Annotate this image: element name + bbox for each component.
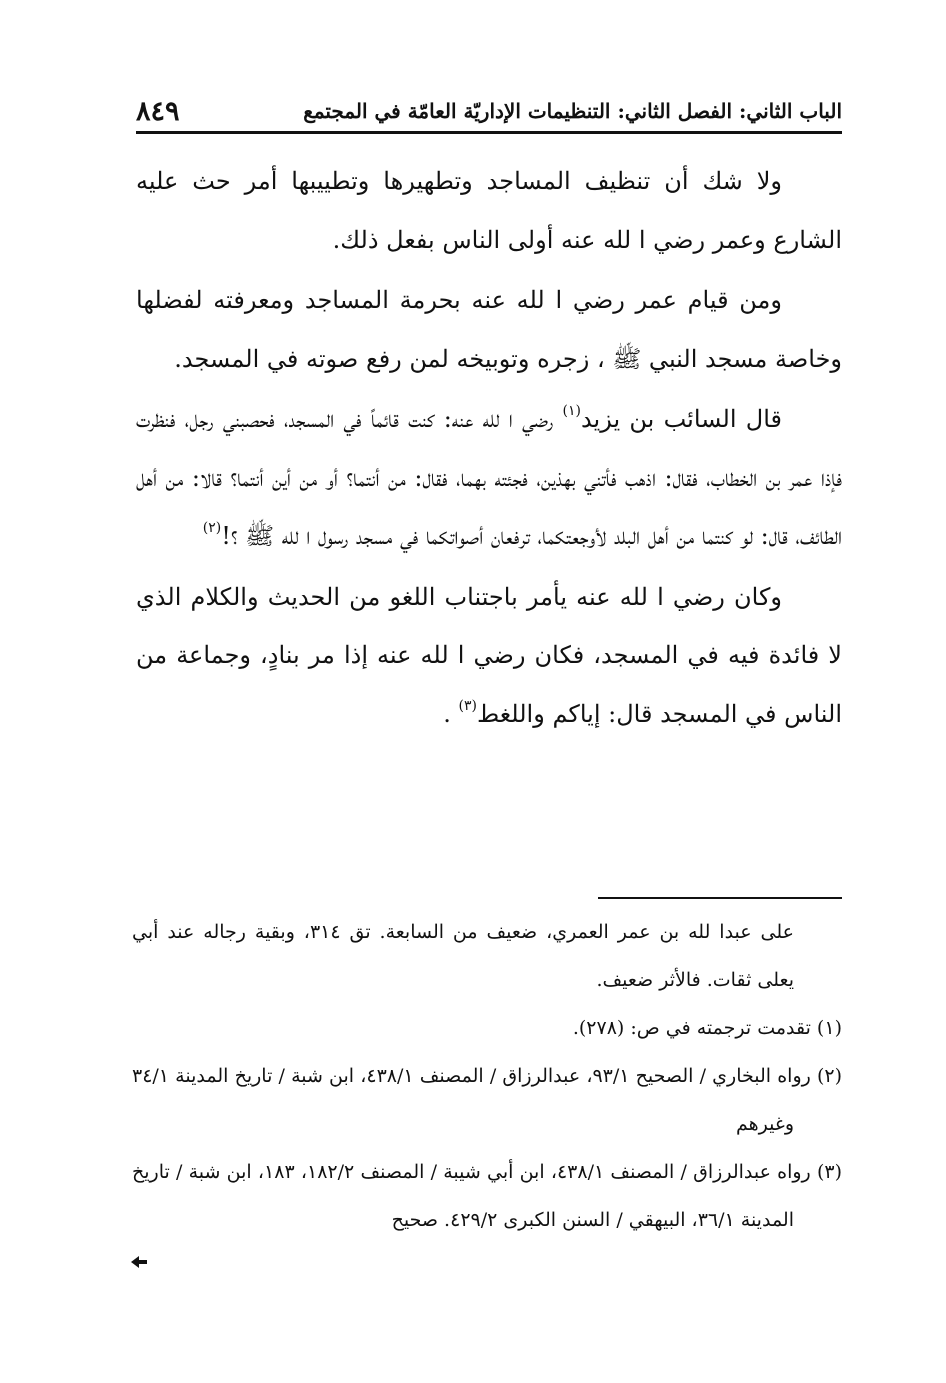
paragraph: ومن قيام عمر رضي ا لله عنه بحرمة المساجد ومعرفته لفضلها وخاصة مسجد النبي ﷺ ، زجره وتوبيخه لمن رفع صوته في المسجد. (136, 286, 842, 373)
paragraph-text: قال السائب بن يزيد (580, 405, 782, 433)
page-number: ٨٤٩ (136, 95, 180, 127)
footnote-1: (١) تقدمت ترجمته في ص: (٢٧٨). (572, 1017, 842, 1039)
paragraph (136, 568, 842, 744)
footnote-2: (٢) رواه البخاري / الصحيح ٩٣/١، عبدالرزاق / المصنف ٤٣٨/١، ابن شبة / تاريخ المدينة ٣٤/١ وغيرهم (132, 1065, 842, 1135)
paragraph: ولا شك أن تنظيف المساجد وتطهيرها وتطييبها أمر حث عليه الشارع وعمر رضي ا لله عنه أولى الناس بفعل ذلك. (136, 167, 842, 254)
footnote-separator (598, 897, 842, 899)
footnote-3: (٣) رواه عبدالرزاق / المصنف ٤٣٨/١، ابن أبي شيبة / المصنف ١٨٢/٢، ١٨٣، ابن شبة / تاريخ المدينة ٣٦/١، البيهقي / السنن الكبرى ٤٢٩/٢. صحيح (132, 1161, 842, 1231)
paragraph-text: . (443, 699, 459, 728)
running-title: الباب الثاني: الفصل الثاني: التنظيمات الإداريّة العامّة في المجتمع (303, 99, 842, 123)
main-text (136, 152, 842, 745)
paragraph (136, 390, 842, 566)
footnote-continuation: على عبدا لله بن عمر العمري، ضعيف من السابعة. تق ٣١٤، وبقية رجاله عند أبي يعلى ثقات. فالأثر ضعيف. (132, 921, 795, 991)
header-rule (136, 131, 842, 134)
paragraph-text: رضي ا لله عنه: كنت قائماً في المسجد، فحصبني رجل، فنظرت فإذا عمر بن الخطاب، فقال: اذهب فأتني بهذين، فجئته بهما، فقال: من أنتما؟ أو من أين أنتما؟ قالا: من أهل الطائف، قال: لو كنتما من أهل البلد لأوجعتكما، ترفعان أصواتكما في مسجد رسول ا لله ﷺ ؟! (136, 405, 843, 550)
footnote-ref: (٣) (458, 697, 477, 714)
footnotes (132, 908, 842, 1244)
arrow-left-icon (129, 1252, 149, 1272)
footnote-ref: (١) (562, 403, 581, 419)
page-header (136, 92, 842, 130)
footnote-ref: (٢) (202, 520, 222, 536)
paragraph-text: وكان رضي ا لله عنه يأمر باجتناب اللغو من الحديث والكلام الذي لا فائدة فيه في المسجد، فكان رضي ا لله عنه إذا مر بنادٍ، وجماعة من الناس في المسجد قال: إياكم واللغط (136, 582, 842, 728)
